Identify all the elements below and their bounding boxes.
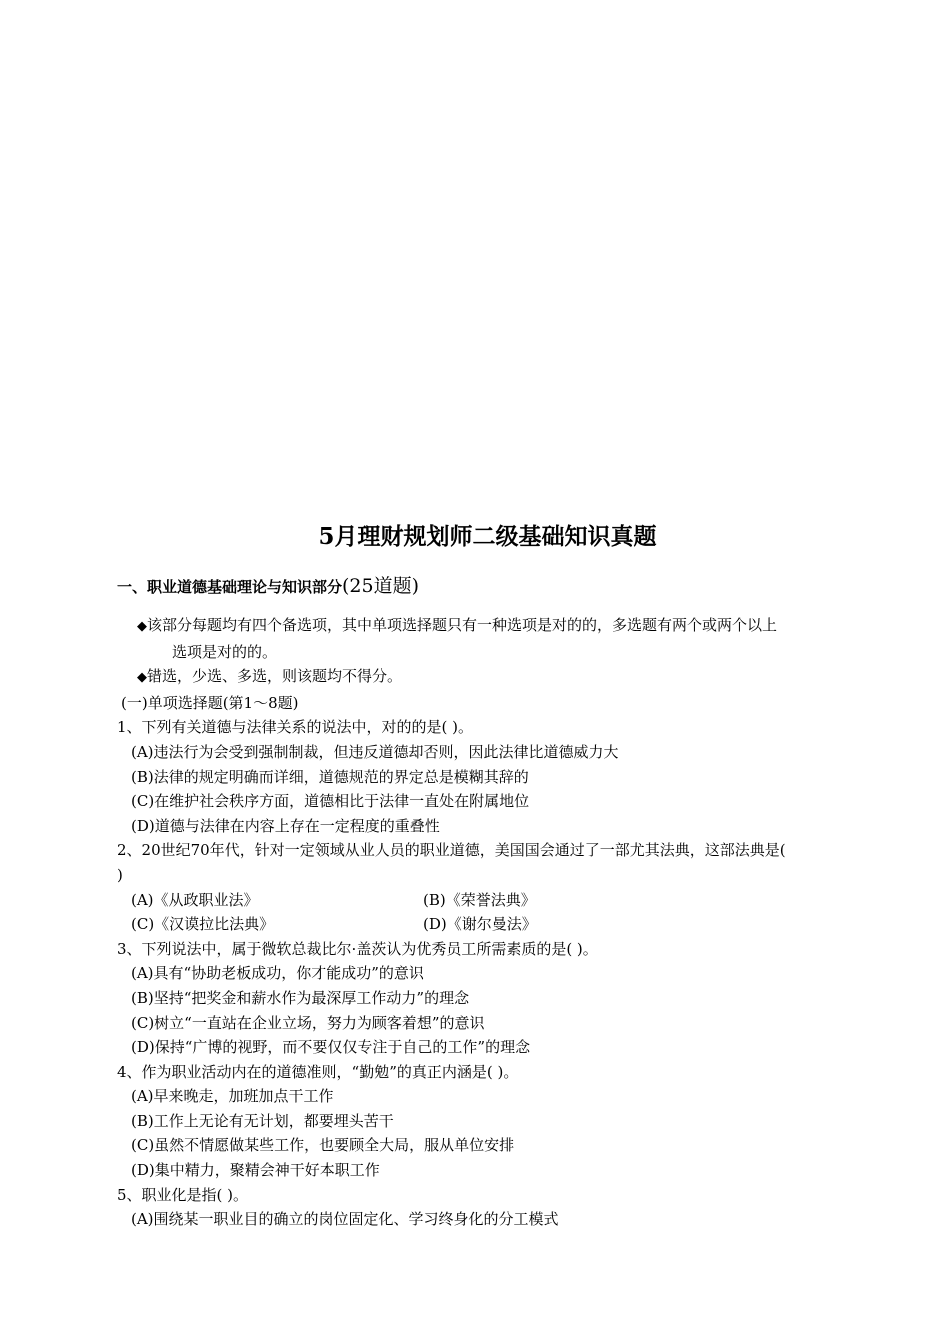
document-body	[117, 613, 862, 1232]
answer-option: (A)违法行为会受到强制制裁，但违反道德却否则，因此法律比道德威力大	[131, 742, 619, 761]
answer-option: (C)在维护社会秩序方面，道德相比于法律一直处在附属地位	[131, 792, 530, 811]
answer-option: (A)早来晚走，加班加点干工作	[131, 1087, 334, 1106]
answer-option: (D)《谢尔曼法》	[423, 915, 537, 934]
answer-option: (C)树立“一直站在企业立场，努力为顾客着想”的意识	[131, 1013, 485, 1032]
question-stem	[117, 838, 862, 887]
instruction-bullet	[117, 613, 862, 664]
answer-option-row	[117, 888, 862, 913]
document-title: 5月理财规划师二级基础知识真题	[318, 523, 657, 550]
question-stem-line: 2、20世纪70年代，针对一定领域从业人员的职业道德，美国国会通过了一部尤其法典，这部法典是(	[117, 841, 786, 860]
instruction-bullet-first-line	[137, 613, 862, 640]
question-stem: 3、下列说法中，属于微软总裁比尔·盖茨认为优秀员工所需素质的是( )。	[117, 939, 598, 958]
section-question-count: (25道题)	[342, 575, 420, 597]
answer-option: (B)工作上无论有无计划，都要埋头苦干	[131, 1111, 394, 1130]
question-stem: 4、作为职业活动内在的道德准则，“勤勉”的真正内涵是( )。	[117, 1062, 519, 1081]
answer-option: (D)道德与法律在内容上存在一定程度的重叠性	[131, 816, 440, 835]
answer-option: (B)《荣誉法典》	[423, 890, 536, 909]
answer-option-row	[117, 912, 862, 937]
section-heading	[117, 573, 419, 600]
answer-option: (D)保持“广博的视野，而不要仅仅专注于自己的工作”的理念	[131, 1038, 531, 1057]
instruction-bullet-text: 该部分每题均有四个备选项，其中单项选择题只有一种选项是对的的，多选题有两个或两个以上	[147, 616, 778, 634]
answer-option: (A)围绕某一职业目的确立的岗位固定化、学习终身化的分工模式	[131, 1210, 559, 1229]
answer-option: (B)法律的规定明确而详细，道德规范的界定总是模糊其辞的	[131, 767, 529, 786]
question-stem-line: )	[117, 865, 123, 884]
diamond-bullet-icon: ◆	[137, 670, 147, 686]
answer-option: (A)具有“协助老板成功，你才能成功”的意识	[131, 964, 424, 983]
answer-option: (C)《汉谟拉比法典》	[131, 915, 275, 934]
answer-option: (B)坚持“把奖金和薪水作为最深厚工作动力”的理念	[131, 988, 470, 1007]
instruction-bullet-first-line	[137, 664, 862, 691]
answer-option: (A)《从政职业法》	[131, 890, 259, 909]
question-stem: 5、职业化是指( )。	[117, 1185, 249, 1204]
section-heading-text: 一、职业道德基础理论与知识部分	[117, 578, 343, 596]
subsection-heading: (一)单项选择题(第1～8题)	[121, 693, 299, 712]
diamond-bullet-icon: ◆	[137, 619, 147, 634]
answer-option: (C)虽然不情愿做某些工作，也要顾全大局，服从单位安排	[131, 1136, 515, 1155]
answer-option: (D)集中精力，聚精会神干好本职工作	[131, 1161, 380, 1180]
instruction-bullet-continuation: 选项是对的的。	[172, 642, 278, 661]
question-stem: 1、下列有关道德与法律关系的说法中，对的的是( )。	[117, 718, 474, 737]
instruction-bullet-text: 错选，少选、多选，则该题均不得分。	[147, 667, 403, 686]
instruction-bullet	[117, 664, 862, 691]
